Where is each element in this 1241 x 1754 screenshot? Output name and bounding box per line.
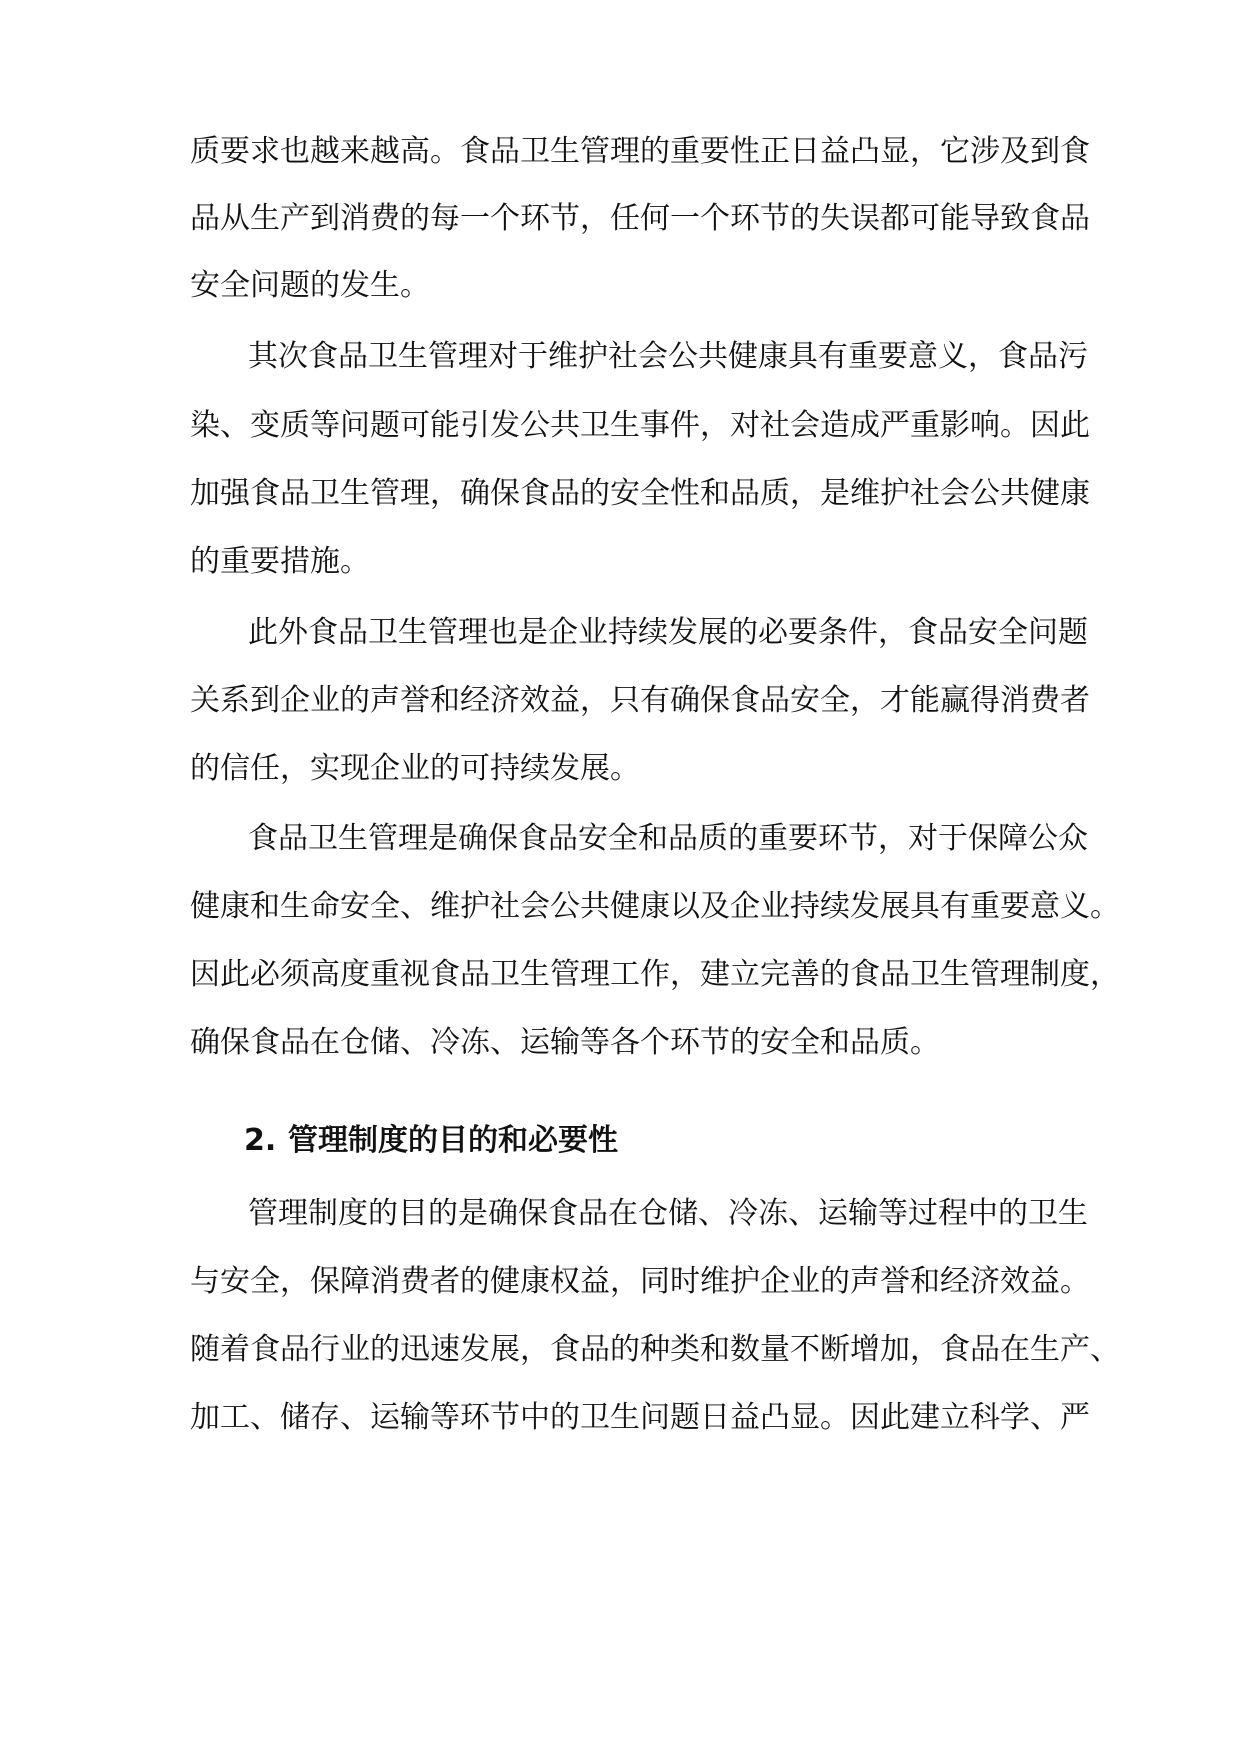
paragraph-line: 因此必须高度重视食品卫生管理工作，建立完善的食品卫生管理制度， [190,957,1120,992]
paragraph-line: 染、变质等问题可能引发公共卫生事件，对社会造成严重影响。因此 [190,408,1090,443]
paragraph-line: 管理制度的目的是确保食品在仓储、冷冻、运输等过程中的卫生 [248,1196,1088,1231]
paragraph-line: 食品卫生管理是确保食品安全和品质的重要环节，对于保障公众 [248,821,1088,856]
section-number: 2. [244,1123,277,1158]
paragraph-line: 的信任，实现企业的可持续发展。 [190,751,640,786]
paragraph-line: 关系到企业的声誉和经济效益，只有确保食品安全，才能赢得消费者 [190,683,1090,718]
section-heading [244,1121,618,1161]
section-title: 管理制度的目的和必要性 [288,1123,618,1158]
paragraph-line: 品从生产到消费的每一个环节，任何一个环节的失误都可能导致食品 [190,201,1090,236]
paragraph-line: 安全问题的发生。 [190,268,430,303]
paragraph-line: 随着食品行业的迅速发展，食品的种类和数量不断增加，食品在生产、 [190,1332,1120,1367]
paragraph-line: 的重要措施。 [190,544,370,579]
paragraph-line: 加强食品卫生管理，确保食品的安全性和品质，是维护社会公共健康 [190,476,1090,511]
paragraph-line: 质要求也越来越高。食品卫生管理的重要性正日益凸显，它涉及到食 [190,134,1090,169]
paragraph-line: 与安全，保障消费者的健康权益，同时维护企业的声誉和经济效益。 [190,1264,1090,1299]
paragraph-line: 健康和生命安全、维护社会公共健康以及企业持续发展具有重要意义。 [190,889,1120,924]
paragraph-line: 加工、储存、运输等环节中的卫生问题日益凸显。因此建立科学、严 [190,1400,1090,1435]
paragraph-line: 其次食品卫生管理对于维护社会公共健康具有重要意义，食品污 [248,339,1088,374]
paragraph-line: 此外食品卫生管理也是企业持续发展的必要条件，食品安全问题 [248,615,1088,650]
paragraph-line: 确保食品在仓储、冷冻、运输等各个环节的安全和品质。 [190,1025,940,1060]
